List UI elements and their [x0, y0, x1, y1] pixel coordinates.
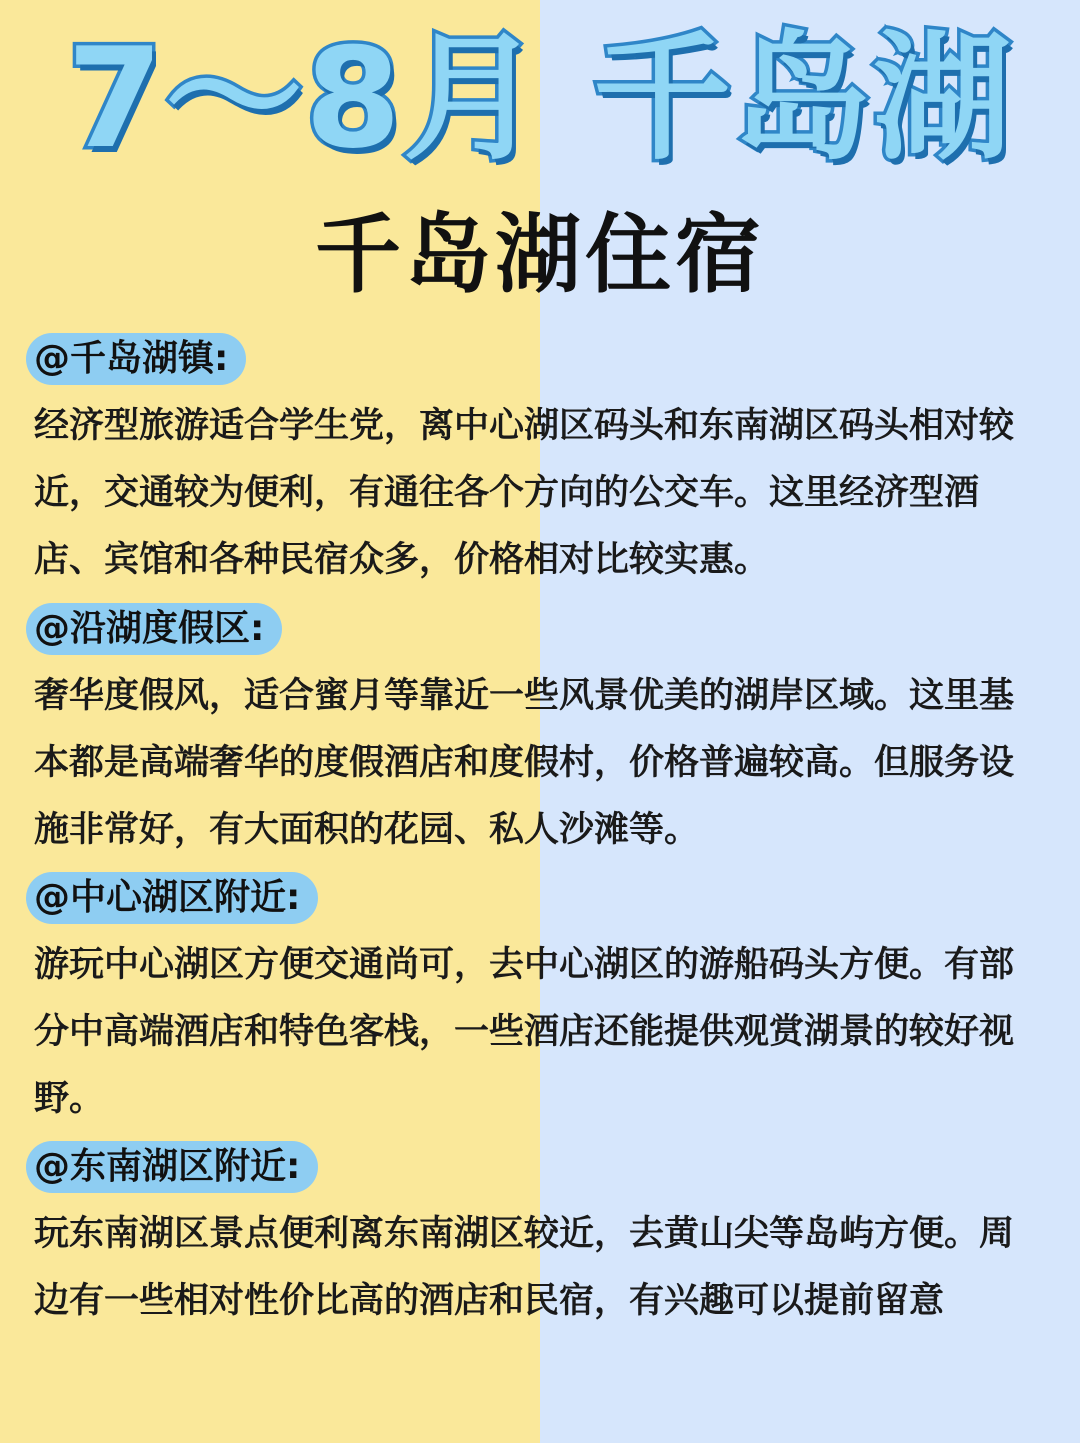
section-qiandaohu-town: [26, 333, 1046, 594]
section-heading: @中心湖区附近:: [26, 872, 318, 924]
section-body: 游玩中心湖区方便交通尚可，去中心湖区的游船码头方便。有部分中高端酒店和特色客栈，一些酒店还能提供观赏湖景的较好视野。: [34, 945, 1015, 1119]
section-heading: @千岛湖镇:: [26, 333, 246, 385]
section-lakeside-resort: [26, 603, 1046, 864]
section-southeast-lake: [26, 1141, 1046, 1335]
headline-title: 7～8月 千岛湖: [66, 18, 1014, 179]
section-heading: @沿湖度假区:: [26, 603, 282, 655]
section-central-lake: [26, 872, 1046, 1133]
section-heading: @东南湖区附近:: [26, 1141, 318, 1193]
section-body: 玩东南湖区景点便利离东南湖区较近，去黄山尖等岛屿方便。周边有一些相对性价比高的酒店和民宿，有兴趣可以提前留意: [34, 1214, 1015, 1321]
subtitle: 千岛湖住宿: [315, 205, 765, 305]
section-body: 奢华度假风，适合蜜月等靠近一些风景优美的湖岸区域。这里基本都是高端奢华的度假酒店和度假村，价格普遍较高。但服务设施非常好，有大面积的花园、私人沙滩等。: [34, 676, 1015, 850]
section-body: 经济型旅游适合学生党，离中心湖区码头和东南湖区码头相对较近，交通较为便利，有通往各个方向的公交车。这里经济型酒店、宾馆和各种民宿众多，价格相对比较实惠。: [34, 406, 1015, 580]
